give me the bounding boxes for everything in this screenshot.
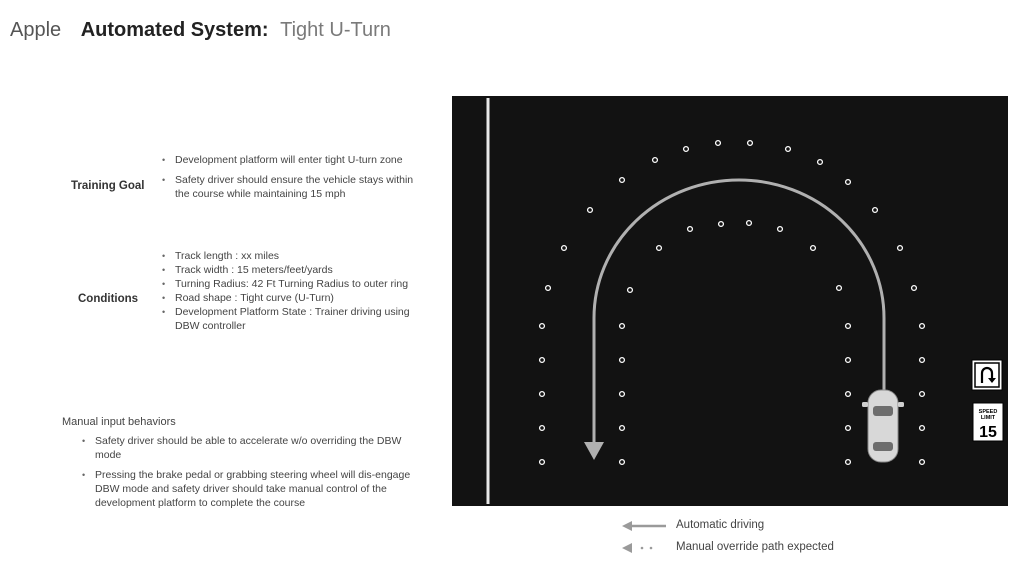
u-turn-sign	[972, 360, 1002, 390]
list-item: • Pressing the brake pedal or grabbing steering wheel will dis-engage DBW mode and safety driver should take manual control of the development platform to complete the course	[80, 468, 415, 510]
manual-input-title: Manual input behaviors	[62, 416, 176, 428]
track-svg	[452, 96, 1008, 506]
training-goal-list	[160, 153, 420, 201]
legend-manual-label: Manual override path expected	[676, 541, 834, 553]
automatic-driving-path	[594, 180, 884, 452]
list-item: • Development Platform State : Trainer driving using DBW controller	[160, 305, 420, 333]
speed-limit-sign	[973, 403, 1003, 441]
page-subtitle: Tight U-Turn	[280, 19, 391, 41]
speed-limit-value: 15	[979, 424, 997, 441]
legend-automatic	[620, 518, 880, 534]
list-item: • Turning Radius: 42 Ft Turning Radius to outer ring	[160, 277, 420, 291]
u-turn-diagram	[452, 96, 1008, 506]
list-item: • Development platform will enter tight U-turn zone	[160, 153, 420, 167]
path-arrowhead-icon	[584, 442, 604, 460]
inner-ring-markers	[620, 221, 851, 465]
brand-name: Apple	[10, 19, 62, 41]
manual-input-list	[80, 434, 415, 510]
page-title: Automated System:	[80, 19, 269, 41]
solid-arrow-icon	[620, 518, 670, 534]
conditions-label: Conditions	[78, 293, 139, 305]
list-item: • Safety driver should be able to accelerate w/o overriding the DBW mode	[80, 434, 415, 462]
speed-limit-label: SPEED LIMIT	[978, 409, 998, 421]
dotted-arrow-icon	[620, 540, 670, 556]
list-item: • Track length : xx miles	[160, 249, 420, 263]
car-icon	[862, 390, 904, 462]
conditions-list	[160, 249, 420, 333]
legend-automatic-label: Automatic driving	[676, 519, 765, 531]
list-item: • Road shape : Tight curve (U-Turn)	[160, 291, 420, 305]
page-header	[10, 19, 391, 42]
outer-ring-markers	[540, 141, 925, 465]
list-item: • Safety driver should ensure the vehicle stays within the course while maintaining 15 mph	[160, 173, 420, 201]
training-goal-label: Training Goal	[71, 180, 145, 192]
list-item: • Track width : 15 meters/feet/yards	[160, 263, 420, 277]
legend-manual	[620, 540, 880, 556]
